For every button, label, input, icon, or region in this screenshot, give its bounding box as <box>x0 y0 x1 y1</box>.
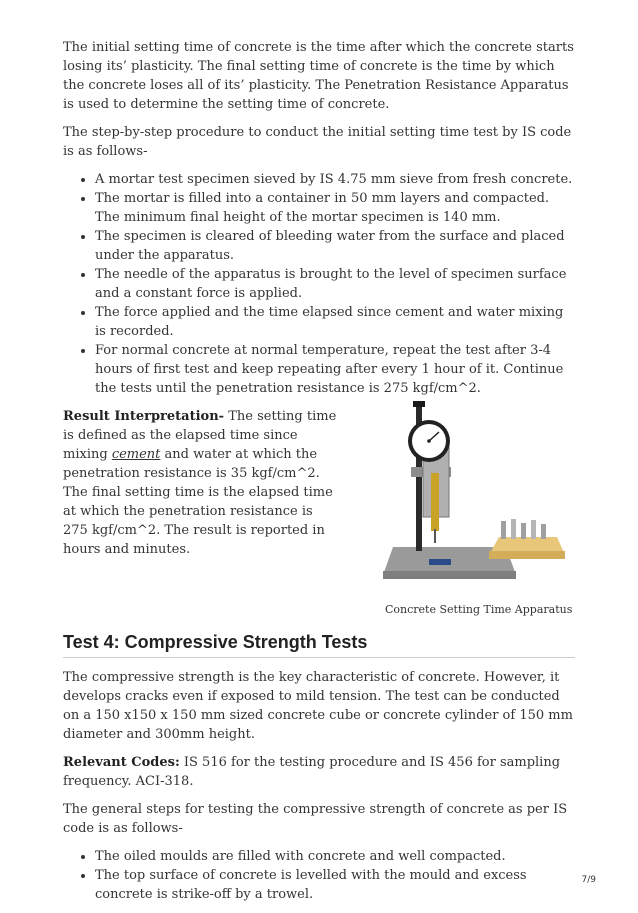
list-item: • For normal concrete at normal temperature, repeat the test after 3-4 hours of first test and keep repeating after every 1 hour of it. Continue the tests until the penetration resistance is 275 kgf/cm^2. <box>95 341 575 398</box>
cement-link[interactable]: cement <box>111 447 161 462</box>
needle-box-front <box>489 551 565 559</box>
intro-paragraph: The initial setting time of concrete is the time after which the concrete starts losing its’ plasticity. The final setting time of concrete is the time by which the concrete loses all of its’ plasticity. The Penetration Resistance Apparatus is used to determine the setting time of concrete. <box>63 40 574 112</box>
setting-steps-list <box>63 170 575 398</box>
list-item: • The needle of the apparatus is brought to the level of specimen surface and a constant force is applied. <box>95 265 575 303</box>
dial-gauge-center <box>427 439 431 443</box>
list-item: • A mortar test specimen sieved by IS 4.75 mm sieve from fresh concrete. <box>95 170 575 189</box>
apparatus-needle <box>434 529 436 543</box>
section-heading: Test 4: Compressive Strength Tests <box>63 633 575 658</box>
compressive-paragraph: The compressive strength is the key characteristic of concrete. However, it develops cracks even if exposed to mild tension. The test can be conducted on a 150 x150 x 150 mm sized concrete cube or concrete cylinder of 150 mm diameter and 300mm height. <box>63 670 573 742</box>
result-interpretation <box>63 407 341 559</box>
list-item: • The top surface of concrete is levelled with the mould and excess concrete is strike-off by a trowel. <box>95 866 575 904</box>
procedure-intro: The step-by-step procedure to conduct the initial setting time test by IS code is as follows- <box>63 125 572 159</box>
needle-4 <box>531 520 536 539</box>
setting-time-apparatus-image <box>381 399 571 589</box>
result-text-part1: The setting time is defined as the elapsed time since mixing <box>63 409 337 462</box>
result-text-part2: and water at which the penetration resistance is 35 kgf/cm^2. The final setting time is the elapsed time at which the penetration resistance is 275 kgf/cm^2. The result is reported in hours and minutes. <box>63 447 333 557</box>
needle-5 <box>541 524 546 539</box>
page-number: 7/9 <box>581 875 596 885</box>
figure-caption: Concrete Setting Time Apparatus <box>385 603 573 616</box>
document-page <box>63 38 575 913</box>
apparatus-figure <box>381 399 571 589</box>
needle-2 <box>511 519 516 539</box>
result-label: Result Interpretation- <box>63 409 225 424</box>
list-item: • The specimen is cleared of bleeding water from the surface and placed under the apparatus. <box>95 227 575 265</box>
result-section <box>63 407 575 625</box>
compressive-steps-list <box>63 847 575 904</box>
steps-intro: The general steps for testing the compressive strength of concrete as per IS code is as follows- <box>63 802 568 836</box>
codes-label: Relevant Codes: <box>63 755 180 770</box>
apparatus-base-front <box>383 571 516 579</box>
codes-text: IS 516 for the testing procedure and IS 456 for sampling frequency. ACI-318. <box>63 755 561 789</box>
list-item: • The oiled moulds are filled with concrete and well compacted. <box>95 847 575 866</box>
apparatus-column-cap <box>413 401 425 407</box>
apparatus-label-plate <box>429 559 451 565</box>
list-item: • The force applied and the time elapsed since cement and water mixing is recorded. <box>95 303 575 341</box>
list-item: • The mortar is filled into a container in 50 mm layers and compacted. The minimum final height of the mortar specimen is 140 mm. <box>95 189 575 227</box>
needle-3 <box>521 523 526 539</box>
apparatus-brass-rod <box>431 473 439 531</box>
needle-1 <box>501 521 506 539</box>
relevant-codes <box>63 753 575 791</box>
